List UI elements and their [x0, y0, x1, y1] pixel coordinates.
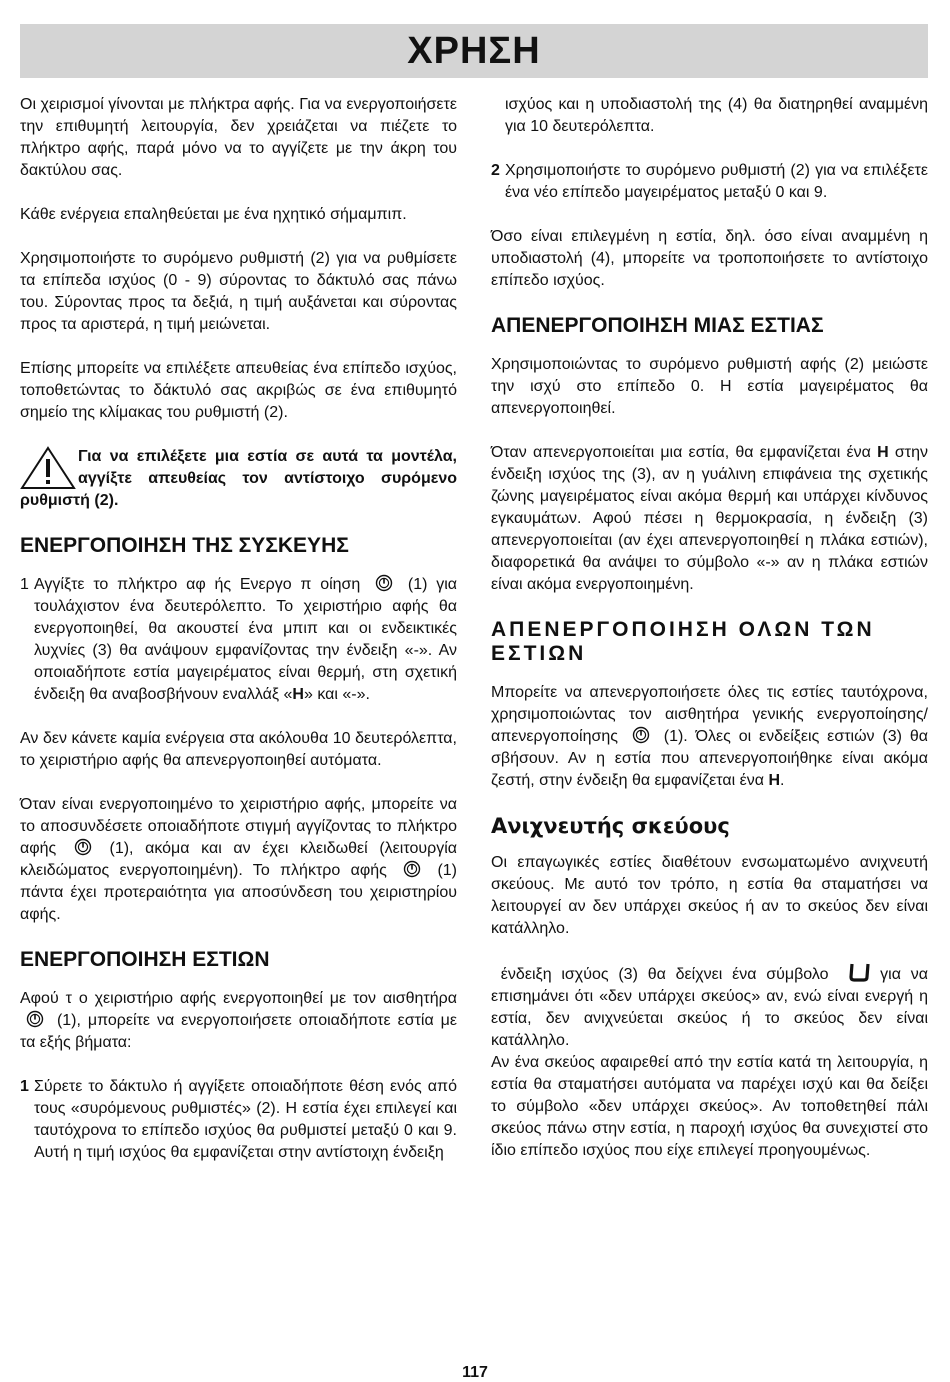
paragraph-text: στην ένδειξη ισχύος της (3), αν η γυάλινη επιφάνεια της σχετικής ζώνης μαγειρέματος είναι ακόμα θερμή και υπάρχει κίνδυνος εγκαυμάτων. Αφού πέσει η θερμοκρασία, η ένδειξη (3) απενεργοποιείται (αν έχει απενεργοποιηθεί η πλάκα εστιών), διαφορετικά θα ανάψει το σύμβολο «-» αν η πλάκα εστιών είναι ακόμα ενεργοποιημένη.	[491, 444, 928, 593]
zones-intro-paragraph	[20, 988, 457, 1054]
zones-step-2	[491, 160, 928, 204]
paragraph-text: Μπορείτε να απενεργοποιήσετε όλες τις εστίες ταυτόχρονα, χρησιμοποιώντας τον αισθητήρα γενικής ενεργοποίησης/απενεργοποίησης	[491, 684, 928, 745]
zones-step-1-continued	[491, 94, 928, 138]
zones-step-1	[20, 1076, 457, 1164]
heading-device-on: ΕΝΕΡΓΟΠΟΙΗΣΗ ΤΗΣ ΣΥΣΚΕΥΗΣ	[20, 534, 349, 557]
direct-select-paragraph: Επίσης μπορείτε να επιλέξετε απευθείας ένα επίπεδο ισχύος, τοποθετώντας το δάκτυλό σας ακριβώς σε ένα επιθυμητό σημείο της κλίμακας του ρυθμιστή (2).	[20, 360, 457, 421]
paragraph-text: (1), μπορείτε να ενεργοποιήσετε οποιαδήποτε εστία με τα εξής βήματα:	[20, 1012, 458, 1051]
h-symbol: H	[292, 686, 304, 703]
paragraph-text: ένδειξη ισχύος (3) θα δείχνει ένα σύμβολο	[500, 966, 829, 983]
page-title: ΧΡΗΣΗ	[407, 29, 541, 72]
power-icon	[632, 726, 650, 744]
pot-removed-paragraph: Αν ένα σκεύος αφαιρεθεί από την εστία κατά τη λειτουργία, η εστία θα σταματήσει αυτόματα να παρέχει ισχύ και θα δείξει το σύμβολο «δεν υπάρχει σκεύος». Αν τοποθετηθεί πάλι σκεύος πάνω στην εστία, η παροχή ισχύος θα συνεχιστεί στο ίδιο επίπεδο ισχύος που είχε επιλεγεί προηγουμένως.	[491, 1054, 928, 1159]
step-number: 2	[491, 162, 500, 179]
power-icon	[403, 860, 421, 878]
paragraph-text: Όταν είναι ενεργοποιημένο το χειριστήριο αφής, μπορείτε να το αποσυνδέσετε οποιαδήποτε στιγμή αγγίζοντας το πλήκτρο αφής	[20, 796, 457, 857]
paragraph-text: (1) πάντα έχει προτεραιότητα για αποσύνδεση του χειριστηρίου αφής.	[20, 862, 457, 923]
paragraph-text: (1), ακόμα και αν έχει κλειδωθεί (λειτουργία κλειδώματος ενεργοποιημένη). Το πλήκτρο αφής	[20, 840, 457, 879]
h-symbol: H	[768, 772, 780, 789]
intro-paragraph: Οι χειρισμοί γίνονται με πλήκτρα αφής. Για να ενεργοποιήσετε την επιθυμητή λειτουργία, δεν χρειάζεται να πιέζετε το πλήκτρο αφής, παρά μόνο να το αγγίζετε με την άκρη του δακτύλου σας.	[20, 96, 457, 179]
no-pot-symbol-paragraph	[491, 962, 928, 1052]
step-number: 1	[20, 576, 29, 593]
heading-zones-on: ΕΝΕΡΓΟΠΟΙΗΣΗ ΕΣΤΙΩΝ	[20, 948, 270, 971]
power-icon	[26, 1010, 44, 1028]
beep-paragraph: Κάθε ενέργεια επαληθεύεται με ένα ηχητικό σήμαμπιπ.	[20, 206, 407, 223]
step-text: Αγγίξτε το πλήκτρο αφ ής Ενεργο π οίηση	[34, 576, 361, 593]
selected-zone-paragraph: Όσο είναι επιλεγμένη η εστία, δηλ. όσο είναι αναμμένη η υποδιαστολή (4), μπορείτε να τροποποιήσετε το αντίστοιχο επίπεδο ισχύος.	[491, 228, 928, 289]
heading-one-zone-off: ΑΠΕΝΕΡΓΟΠΟΙΗΣΗ ΜΙΑΣ ΕΣΤΙΑΣ	[491, 314, 824, 337]
warning-note	[20, 446, 457, 512]
pot-detector-paragraph: Οι επαγωγικές εστίες διαθέτουν ενσωματωμένο ανιχνευτή σκεύους. Με αυτό τον τρόπο, η εστία θα σταματήσει να λειτουργεί αν δεν υπάρχει σκεύος ή αν το σκεύος δεν είναι κατάλληλο.	[491, 854, 928, 937]
disconnect-paragraph	[20, 794, 457, 926]
device-step-1	[20, 574, 457, 706]
one-zone-off-paragraph: Χρησιμοποιώντας το συρόμενο ρυθμιστή αφής (2) μειώστε την ισχύ στο επίπεδο 0. Η εστία μαγειρέματος θα απενεργοποιηθεί.	[491, 356, 928, 417]
slider-paragraph: Χρησιμοποιήστε το συρόμενο ρυθμιστή (2) για να ρυθμίσετε τα επίπεδα ισχύος (0 - 9) σύροντας το δάκτυλό σας πάνω του. Σύροντας προς τα δεξιά, η τιμή αυξάνεται και σύροντας προς τα αριστερά, η τιμή μειώνεται.	[20, 250, 457, 333]
warning-triangle-icon	[20, 446, 76, 490]
step-text: (1) για τουλάχιστον ένα δευτερόλεπτο. Το χειριστήριο αφής θα ενεργοποιηθεί, θα ακουστεί ένα μπιπ και οι ενδεικτικές λυχνίες (3) θα ανάψουν εμφανίζοντας την ένδειξη «-». Αν οποιαδήποτε εστία μαγειρέματος είναι θερμή, στη σχετική ένδειξη θα αναβοσβήνουν εναλλάξ «	[34, 576, 457, 703]
residual-heat-paragraph	[491, 442, 928, 596]
paragraph-text: για να επισημάνει ότι «δεν υπάρχει σκεύος» αν, ενώ είναι ενεργή η εστία, δεν ανιχνεύεται σκεύος ή το σκεύος δεν είναι κατάλληλο.	[491, 966, 928, 1049]
heading-all-zones-off: ΑΠΕΝΕΡΓΟΠΟΙΗΣΗ ΟΛΩΝ ΤΩΝ ΕΣΤΙΩΝ	[491, 618, 875, 665]
all-zones-off-paragraph	[491, 682, 928, 792]
page-number: 117	[462, 1364, 488, 1381]
h-symbol: H	[877, 444, 889, 461]
auto-off-paragraph: Αν δεν κάνετε καμία ενέργεια στα ακόλουθα 10 δευτερόλεπτα, το χειριστήριο αφής θα απενεργοποιηθεί αυτόματα.	[20, 730, 457, 769]
heading-pot-detector: Ανιχνευτής σκεύους	[491, 814, 730, 838]
step-text: ισχύος και η υποδιαστολή της (4) θα διατηρηθεί αναμμένη για 10 δευτερόλεπτα.	[505, 96, 928, 135]
power-icon	[74, 838, 92, 856]
title-bar	[20, 24, 928, 78]
paragraph-text: (1). Όλες οι ενδείξεις εστιών (3) θα σβήσουν. Αν η εστία που απενεργοποιήθηκε είναι ακόμα ζεστή, στην ένδειξη θα εμφανίζεται ένα	[491, 728, 928, 789]
paragraph-text: Αφού τ ο χειριστήριο αφής ενεργοποιηθεί με τον αισθητήρα	[20, 990, 457, 1007]
left-column	[20, 94, 457, 1186]
warning-text: Για να επιλέξετε μια εστία σε αυτά τα μοντέλα, αγγίξτε απευθείας τον αντίστοιχο συρόμενο ρυθμιστή (2).	[20, 448, 457, 509]
step-text: Σύρετε το δάκτυλο ή αγγίξετε οποιαδήποτε θέση ενός από τους «συρόμενους ρυθμιστές» (2). Η εστία έχει επιλεγεί και ταυτόχρονα το επίπεδο ισχύος θα ρυθμιστεί μεταξύ 0 και 9. Αυτή η τιμή ισχύος θα εμφανίζεται στην αντίστοιχη ένδειξη	[34, 1078, 457, 1161]
power-icon	[375, 574, 393, 592]
no-pot-symbol-icon	[848, 962, 870, 982]
paragraph-text: Όταν απενεργοποιείται μια εστία, θα εμφανίζεται ένα	[491, 444, 871, 461]
right-column	[491, 94, 928, 1184]
step-number: 1	[20, 1078, 29, 1095]
step-text: » και «-».	[303, 686, 370, 703]
paragraph-text: .	[780, 772, 785, 789]
step-text: Χρησιμοποιήστε το συρόμενο ρυθμιστή (2) για να επιλέξετε ένα νέο επίπεδο μαγειρέματος μεταξύ 0 και 9.	[505, 162, 928, 201]
